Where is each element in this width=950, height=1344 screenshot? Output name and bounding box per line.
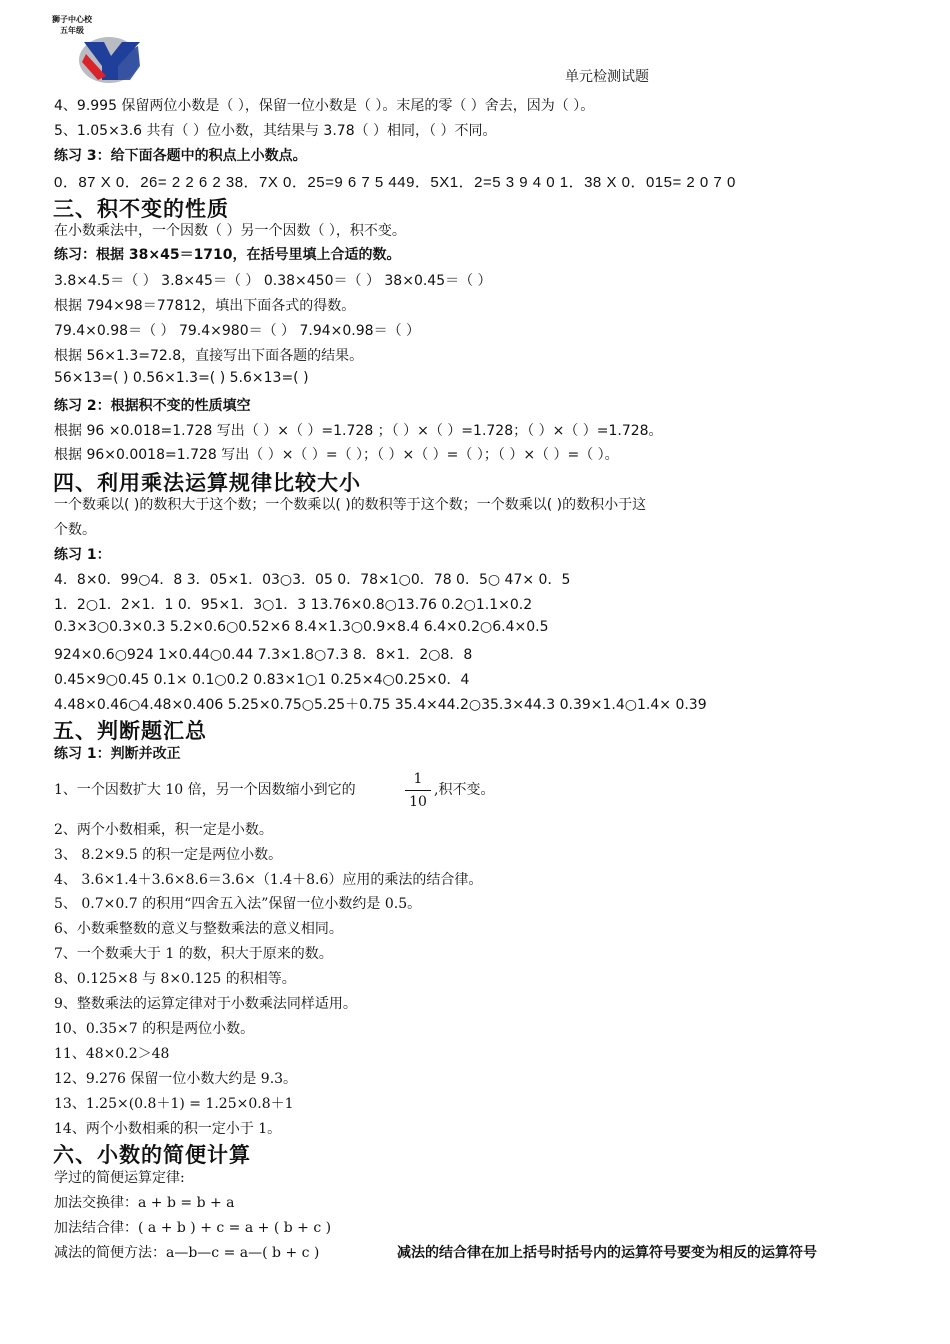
subtraction-note: 减法的结合律在加上括号时括号内的运算符号要变为相反的运算符号 [397,1245,817,1261]
judge-item: 14、两个小数相乘的积一定小于 1。 [54,1121,282,1137]
school-logo-icon [78,36,142,84]
section-3-rule: 在小数乘法中，一个因数（ ）另一个因数（ ），积不变。 [54,223,406,239]
section-3-row-2: 79.4×0.98＝（ ） 79.4×980＝（ ） 7.94×0.98＝（ ） [54,323,421,339]
judge-item: 7、一个数乘大于 1 的数，积大于原来的数。 [54,946,333,962]
section-3-row-1: 3.8×4.5＝（ ） 3.8×45＝（ ） 0.38×450＝（ ） 38×0.45＝（ ） [54,273,492,289]
law-subtraction-shortcut: 减法的简便方法：a—b—c = a—( b + c ) [54,1245,320,1261]
section-3-exercise-title: 练习：根据 38×45＝1710，在括号里填上合适的数。 [54,247,401,263]
fraction-bar [405,790,431,791]
question-4: 4、9.995 保留两位小数是（ ），保留一位小数是（ ）。末尾的零（ ）舍去，因为（ ）。 [54,98,595,114]
compare-row-2: 1．2○1．2×1．1 0．95×1．3○1．3 13.76×0.8○13.76 0.2○1.1×0.2 [54,597,533,613]
exercise-3-title: 练习 3：给下面各题中的积点上小数点。 [54,148,307,164]
section-4-exercise-title: 练习 1： [54,547,111,563]
section-3-row-5: 根据 96×0.0018=1.728 写出（ ）×（ ）=（ ）；（ ）×（ ）=（ ）；（ ）×（ ）=（ ）。 [54,447,619,463]
page-title: 单元检测试题 [565,69,649,85]
judge-item: 11、48×0.2＞48 [54,1046,170,1062]
judge-item: 3、 8.2×9.5 的积一定是两位小数。 [54,847,283,863]
section-4-rule-line-2: 个数。 [54,522,96,538]
compare-row-1: 4．8×0．99○4．8 3．05×1．03○3．05 0．78×1○0．78 0．5○ 47× 0．5 [54,572,571,588]
question-5: 5、1.05×3.6 共有（ ）位小数，其结果与 3.78（ ）相同，（ ）不同。 [54,123,497,139]
judge-item-1-text: 1、一个因数扩大 10 倍，另一个因数缩小到它的 [54,782,356,798]
law-addition-associative: 加法结合律：( a + b ) + c = a + ( b + c ) [54,1220,332,1236]
judge-item: 5、 0.7×0.7 的积用“四舍五入法”保留一位小数约是 0.5。 [54,896,422,912]
judge-item: 13、1.25×(0.8＋1) = 1.25×0.8＋1 [54,1096,294,1112]
section-3-row-4: 根据 96 ×0.018=1.728 写出（ ）×（ ）=1.728 ；（ ）×（ ）=1.728；（ ）×（ ）=1.728。 [54,423,663,439]
judge-item-1-tail: ,积不变。 [434,782,495,798]
judge-item: 4、 3.6×1.4＋3.6×8.6＝3.6×（1.4＋8.6）应用的乘法的结合律。 [54,872,483,888]
compare-row-6: 4.48×0.46○4.48×0.406 5.25×0.75○5.25＋0.75 35.4×44.2○35.3×44.3 0.39×1.4○1.4× 0.39 [54,697,707,713]
section-3-exercise-2-title: 练习 2：根据积不变的性质填空 [54,398,251,414]
section-3-row-3: 56×13=( ) 0.56×1.3=( ) 5.6×13=( ) [54,370,309,386]
compare-row-5: 0.45×9○0.45 0.1× 0.1○0.2 0.83×1○1 0.25×4○0.25×0．4 [54,672,470,688]
school-line2: 五年级 [60,26,84,35]
judge-item: 9、整数乘法的运算定律对于小数乘法同样适用。 [54,996,357,1012]
school-line1: 狮子中心校 [52,15,92,24]
fraction-one-tenth [405,770,431,811]
fraction-numerator: 1 [413,771,423,787]
school-name [52,14,92,36]
compare-row-3: 0.3×3○0.3×0.3 5.2×0.6○0.52×6 8.4×1.3○0.9×8.4 6.4×0.2○6.4×0.5 [54,619,549,635]
section-3-para-2: 根据 794×98＝77812，填出下面各式的得数。 [54,298,356,314]
judge-item: 6、小数乘整数的意义与整数乘法的意义相同。 [54,921,343,937]
section-5-heading: 五、判断题汇总 [53,718,207,743]
law-addition-commutative: 加法交换律：a + b = b + a [54,1195,235,1211]
section-4-heading: 四、利用乘法运算规律比较大小 [53,470,361,495]
compare-row-4: 924×0.6○924 1×0.44○0.44 7.3×1.8○7.3 8．8×1．2○8．8 [54,647,473,663]
exercise-3-items: 0．87 X 0．26= 2 2 6 2 38．7X 0．25=9 6 7 5 449．5X1．2=5 3 9 4 0 1．38 X 0．015= 2 0 7 0 [54,174,736,191]
section-6-heading: 六、小数的简便计算 [53,1142,251,1167]
judge-item: 8、0.125×8 与 8×0.125 的积相等。 [54,971,296,987]
judge-item: 12、9.276 保留一位小数大约是 9.3。 [54,1071,298,1087]
section-6-intro: 学过的简便运算定律: [54,1170,185,1186]
judge-item: 2、两个小数相乘，积一定是小数。 [54,822,273,838]
section-3-para-3: 根据 56×1.3=72.8，直接写出下面各题的结果。 [54,348,364,364]
section-3-heading: 三、积不变的性质 [53,196,229,221]
fraction-denominator: 10 [409,794,427,810]
section-4-rule-line-1: 一个数乘以( )的数积大于这个数；一个数乘以( )的数积等于这个数；一个数乘以( )的数积小于这 [54,497,647,513]
judge-item: 10、0.35×7 的积是两位小数。 [54,1021,255,1037]
section-5-exercise-title: 练习 1：判断并改正 [54,746,181,762]
